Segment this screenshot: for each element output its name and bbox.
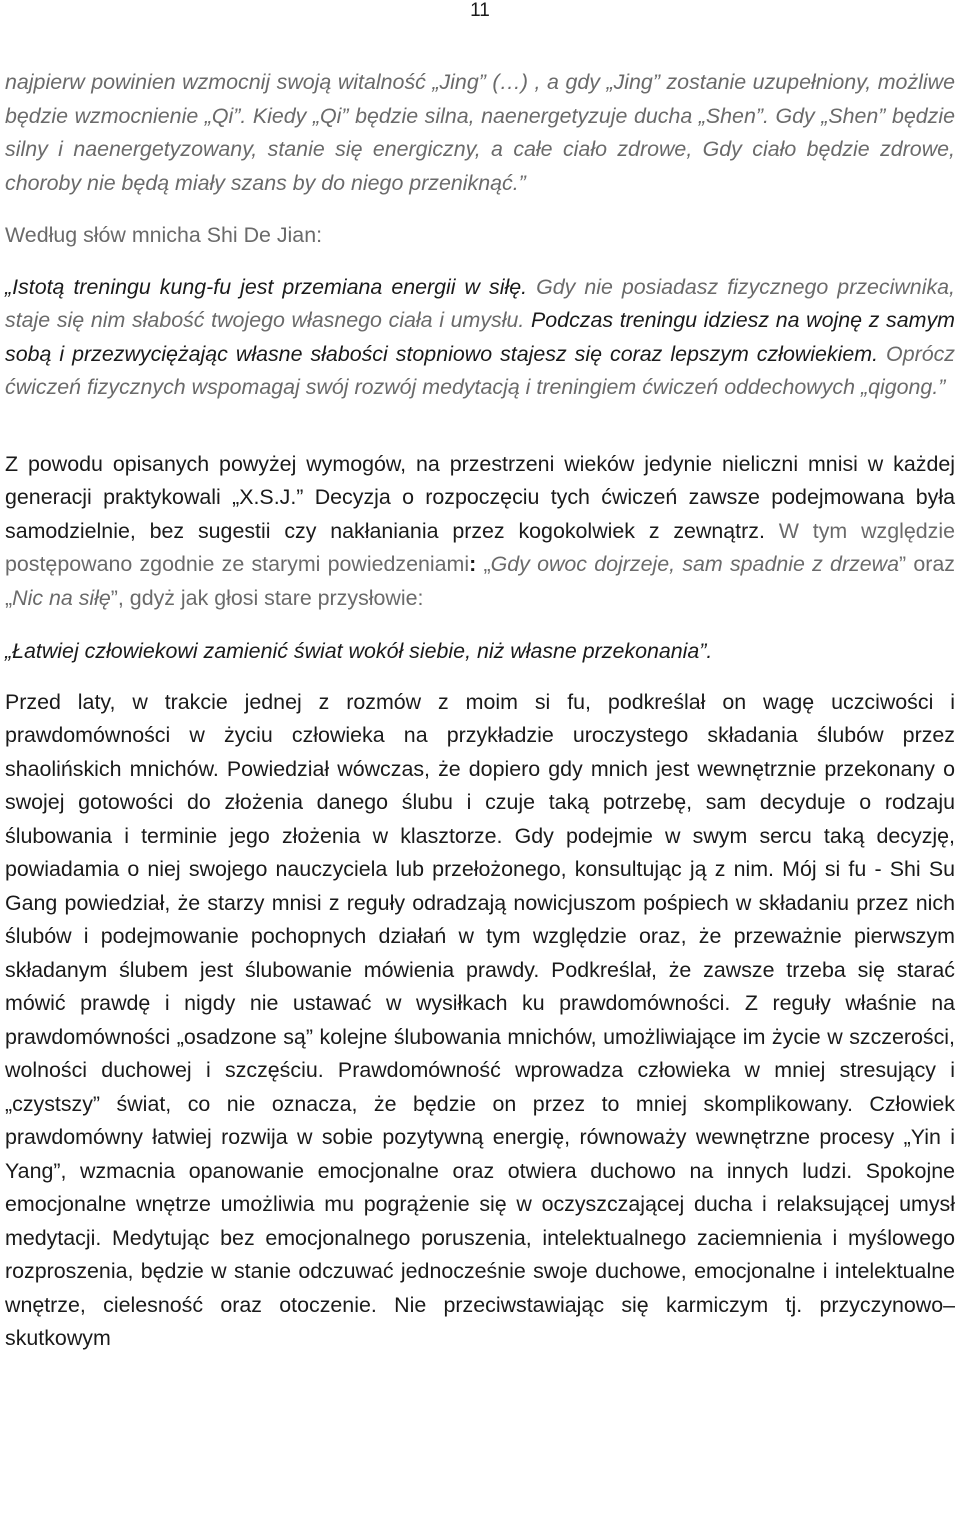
page-number: 11 xyxy=(470,0,490,21)
tradition-text-a: Z powodu opisanych powyżej wymogów, na przestrzeni wieków jedynie nieliczni mnisi w każdej generacji praktykowali „X.S.J.” Decyzja o rozpoczęciu tych ćwiczeń zawsze podejmowana była samodzielnie, bez sugestii czy nakłaniania przez kogokolwiek z zewnątrz. xyxy=(5,451,955,543)
quote-segment-3: Podczas treningu idziesz na wojnę z samym sobą i przezwyciężając własne słabości stopniowo stajesz się coraz lepszym człowiekiem. xyxy=(5,308,955,366)
quote-segment-4: Oprócz ćwiczeń fizycznych wspomagaj swój rozwój medytacją i treningiem ćwiczeń oddechowych „qigong.” xyxy=(5,341,955,399)
quote-segment-2: Gdy nie posiadasz fizycznego przeciwnika, staje się nim słabość twojego własnego ciała i umysłu. xyxy=(5,274,955,332)
paragraph-shi-de-jian-intro: Według słów mnicha Shi De Jian: xyxy=(5,223,323,247)
paragraph-intro-quote: najpierw powinien wzmocnij swoją witalność „Jing” (…) , a gdy „Jing” zostanie uzupełniony, możliwe będzie wzmocnienie „Qi”. Kiedy „Qi” będzie silna, naenergetyzuje ducha „Shen”. Gdy „Shen” będzie silny i naenergetyzowany, stanie się energiczny, a całe ciało zdrowe, Gdy ciało będzie zdrowe, choroby nie będą miały szans by do niego przeniknąć.” xyxy=(5,70,955,195)
paragraph-monks-tradition xyxy=(5,448,955,616)
tradition-text-c: „ xyxy=(476,552,491,576)
document-body xyxy=(5,66,955,1356)
tradition-colon: : xyxy=(469,552,477,576)
tradition-text-d: ” oraz „ xyxy=(5,552,955,610)
saying-ripe-fruit: Gdy owoc dojrzeje, sam spadnie z drzewa xyxy=(490,552,900,576)
quote-segment-1: „Istotą treningu kung-fu jest przemiana energii w siłę. xyxy=(5,274,528,299)
paragraph-vows: Przed laty, w trakcie jednej z rozmów z moim si fu, podkreślał on wagę uczciwości i prawdomówności w życiu człowieka na przykładzie uroczystego składania ślubów przez shaolińskich mnichów. Powiedział wówczas, że dopiero gdy mnich jest wewnętrznie przekonany o swojej gotowości do złożenia danego ślubu i czuje taką potrzebę, sam decyduje o rodzaju ślubowania i terminie jego złożenia w klasztorze. Gdy podejmie w swym sercu taką decyzję, powiadamia o niej swojego nauczyciela lub przełożonego, konsultując ją z nim. Mój si fu - Shi Su Gang powiedział, że starzy mnisi z reguły odradzają nowicjuszom pośpiech w składaniu przez nich ślubów i podejmowanie pochopnych działań w tym względzie oraz, że przeważnie pierwszym składanym ślubem jest ślubowanie mówienia prawdy. Podkreślał, że zawsze trzeba się starać mówić prawdę i nigdy nie ustawać w wysiłkach ku prawdomówności. Z reguły właśnie na prawdomówności „osadzone są” kolejne ślubowania mnichów, umożliwiające im życie w szczerości, wolności duchowej i szczęściu. Prawdomówność wprowadza człowieka w mniej stresujący i „czystszy” świat, co nie oznacza, że będzie on przez to mniej skomplikowany. Człowiek prawdomówny łatwiej rozwija w sobie pozytywną energię, równoważy wewnętrzne procesy „Yin i Yang”, wzmacnia opanowanie emocjonalne oraz otwiera duchowo na innych ludzi. Spokojne emocjonalne wnętrze umożliwia mu pogrążenie się w oczyszczającej ducha i relaksującej umysł medytacji. Medytując bez emocjonalnego poruszenia, intelektualnego zaciemnienia i myślowego rozproszenia, będzie w stanie odczuwać jednocześnie swoje duchowe, emocjonalne i intelektualne wnętrze, cielesność oraz otoczenie. Nie przeciwstawiając się karmiczym tj. przyczynowo–skutkowym xyxy=(5,689,955,1350)
tradition-text-b: W tym względzie postępowano zgodnie ze starymi powiedzeniami xyxy=(5,518,955,576)
paragraph-proverb: „Łatwiej człowiekowi zamienić świat wokół siebie, niż własne przekonania”. xyxy=(5,639,713,663)
paragraph-shi-de-jian-quote xyxy=(5,271,955,405)
saying-nothing-by-force: Nic na siłę xyxy=(12,585,111,610)
tradition-text-e: ”, gdyż jak głosi stare przysłowie: xyxy=(110,585,424,610)
